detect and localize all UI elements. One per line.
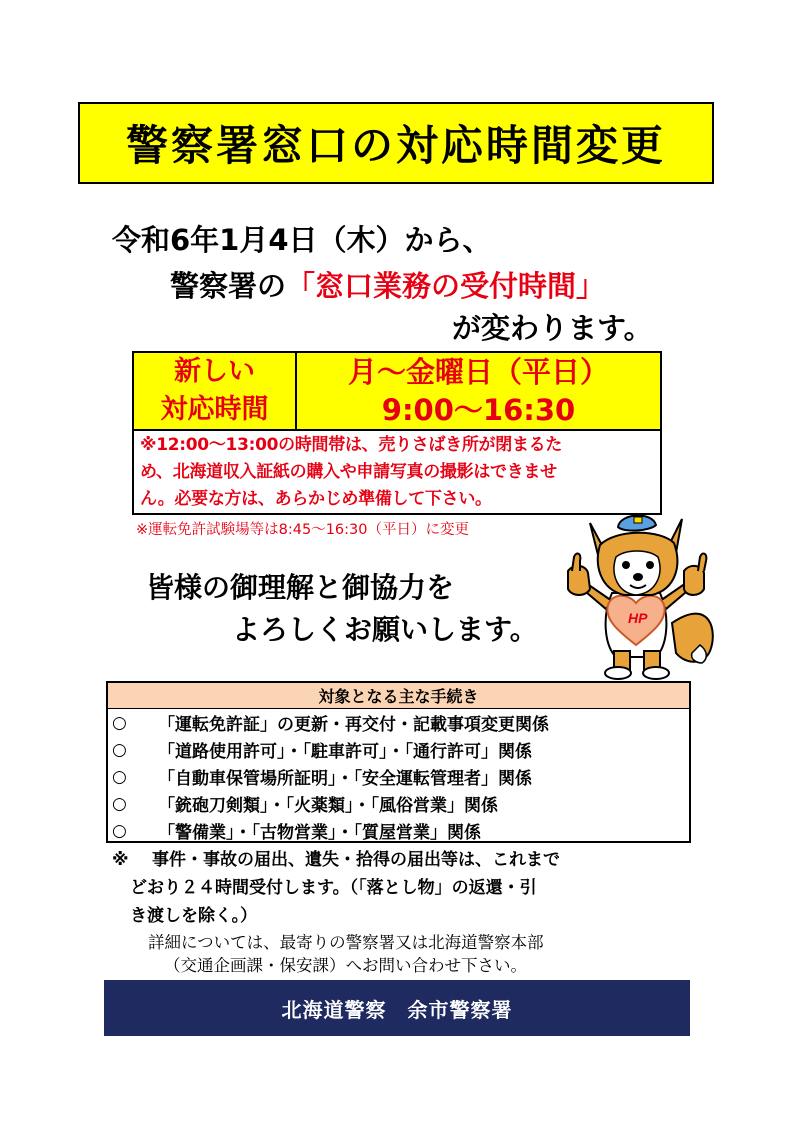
procedure-item [108,736,689,763]
mascot-badge-text: HP [628,610,648,626]
exam-center-note: ※運転免許試験場等は8:45～16:30（平日）に変更 [136,522,469,538]
footnote-line-2: どおり２４時間受付します。（「落とし物」の返還・引 [130,878,537,898]
contact-details-line-2: （交通企画課・保安課）へお問い合わせ下さい。 [164,956,527,975]
intro-line-2 [170,264,605,305]
thanks-line-2: よろしくお願いします。 [232,613,538,646]
bullet-icon: ○ [112,793,127,814]
contact-details-line-1: 詳細については、最寄りの警察署又は北海道警察本部 [148,933,544,952]
bullet-icon: ○ [112,739,127,760]
fox-mascot-illustration [560,505,720,685]
procedures-header: 対象となる主な手続き [108,683,689,709]
intro-line-3: が変わります。 [452,311,653,345]
hours-note-line: ※12:00～13:00の時間帯は、売りさばき所が閉まるた [140,435,563,455]
footnote-line-3: き渡しを除く。） [130,906,258,926]
hours-label-line-1: 新しい [174,356,255,387]
intro-line-1: 令和6年1月4日（木）から、 [112,223,492,257]
procedure-item [108,709,689,736]
intro-prefix: 警察署の [170,269,287,303]
procedure-item-label: 「自動車保管場所証明」・「安全運転管理者」関係 [158,769,532,789]
footer-police-station: 北海道警察 余市警察署 [104,980,690,1036]
footnote [112,846,682,930]
hours-note-line: め、北海道収入証紙の購入や申請写真の撮影はできませ [140,462,557,482]
bullet-icon: ○ [112,820,127,841]
procedure-item [108,790,689,817]
intro-highlight: 「窓口業務の受付時間」 [286,269,606,303]
page-title: 警察署窓口の対応時間変更 [78,102,714,184]
bullet-icon: ○ [112,766,127,787]
new-hours-table [132,351,662,431]
bullet-icon: ○ [112,712,127,733]
hours-note-line: ん。必要な方は、あらかじめ準備して下さい。 [140,489,492,509]
procedures-table [106,681,691,843]
footnote-mark: ※ [112,850,129,870]
procedure-item-label: 「道路使用許可」・「駐車許可」・「通行許可」関係 [158,742,532,762]
footnote-line-1: 事件・事故の届出、遺失・拾得の届出等は、これまで [152,850,560,870]
procedure-item-label: 「銃砲刀剣類」・「火薬類」・「風俗営業」関係 [158,796,498,816]
hours-time: 9:00～16:30 [381,393,576,427]
hours-note [132,431,662,515]
hours-label-line-2: 対応時間 [160,394,269,425]
hours-label-cell [134,353,297,429]
hours-days: 月～金曜日（平日） [347,355,609,389]
thanks-line-1: 皆様の御理解と御協力を [146,571,455,604]
procedure-item-label: 「警備業」・「古物営業」・「質屋営業」関係 [158,823,481,843]
procedure-item [108,763,689,790]
hours-value-cell [297,353,660,429]
procedure-item [108,817,689,844]
procedure-item-label: 「運転免許証」の更新・再交付・記載事項変更関係 [158,715,549,735]
